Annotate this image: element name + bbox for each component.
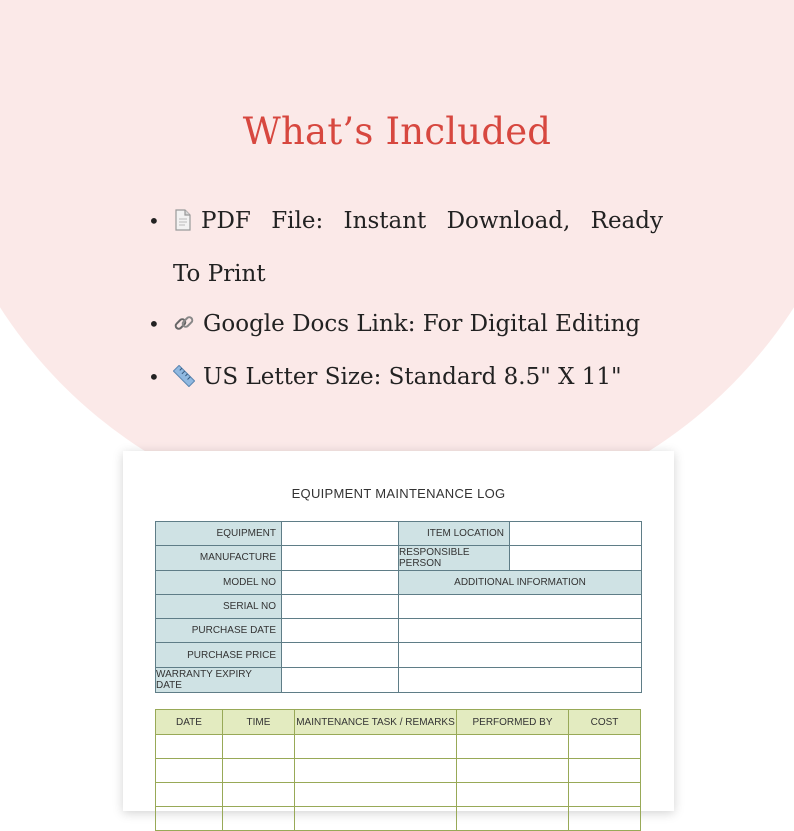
col-time: TIME (223, 710, 295, 735)
label-warranty-expiry-date: WARRANTY EXPIRY DATE (156, 668, 282, 692)
features-list (148, 196, 663, 405)
label-manufacture: MANUFACTURE (156, 546, 282, 570)
feature-text: PDF File: Instant Download, Ready (201, 208, 663, 234)
log-cell (156, 759, 223, 783)
bullet: • (148, 209, 160, 233)
label-item-location: ITEM LOCATION (399, 522, 510, 546)
log-cell (569, 783, 641, 807)
field-purchase-price (282, 643, 399, 667)
field-additional-information-line (399, 619, 641, 643)
feature-text-continued: To Print (173, 261, 266, 287)
log-cell (223, 735, 295, 759)
label-responsible-person: RESPONSIBLE PERSON (399, 546, 510, 570)
feature-text: US Letter Size: Standard 8.5" X 11" (203, 364, 622, 390)
log-cell (569, 759, 641, 783)
col-maintenance-task: MAINTENANCE TASK / REMARKS (295, 710, 457, 735)
field-warranty-expiry-date (282, 668, 399, 692)
ruler-icon (173, 355, 195, 405)
field-model-no (282, 571, 399, 595)
log-cell (569, 735, 641, 759)
log-row (156, 807, 641, 831)
label-serial-no: SERIAL NO (156, 595, 282, 619)
log-cell (457, 807, 569, 831)
form-title: EQUIPMENT MAINTENANCE LOG (291, 486, 506, 501)
page-title: What’s Included (242, 110, 552, 153)
field-additional-information-line (399, 643, 641, 667)
field-item-location (510, 522, 641, 546)
feature-item-google-docs (148, 299, 663, 352)
log-row (156, 759, 641, 783)
field-additional-information-line (399, 595, 641, 619)
field-manufacture (282, 546, 399, 570)
log-cell (223, 807, 295, 831)
label-purchase-date: PURCHASE DATE (156, 619, 282, 643)
log-cell (295, 759, 457, 783)
label-additional-information: ADDITIONAL INFORMATION (399, 571, 641, 595)
field-serial-no (282, 595, 399, 619)
log-cell (295, 807, 457, 831)
equipment-info-grid (155, 521, 642, 693)
feature-item-pdf (148, 196, 663, 299)
log-cell (223, 783, 295, 807)
log-cell (295, 735, 457, 759)
log-cell (156, 783, 223, 807)
log-cell (457, 783, 569, 807)
log-cell (295, 783, 457, 807)
field-equipment (282, 522, 399, 546)
log-cell (569, 807, 641, 831)
col-cost: COST (569, 710, 641, 735)
field-purchase-date (282, 619, 399, 643)
label-purchase-price: PURCHASE PRICE (156, 643, 282, 667)
bullet: • (148, 365, 160, 389)
link-icon (173, 302, 195, 352)
feature-item-letter-size (148, 352, 663, 405)
log-row (156, 735, 641, 759)
col-date: DATE (156, 710, 223, 735)
log-cell (457, 759, 569, 783)
log-cell (223, 759, 295, 783)
document-icon (173, 199, 193, 249)
feature-text: Google Docs Link: For Digital Editing (203, 311, 641, 337)
field-additional-information-line (399, 668, 641, 692)
maintenance-log-table (155, 709, 641, 831)
label-equipment: EQUIPMENT (156, 522, 282, 546)
log-row (156, 783, 641, 807)
field-responsible-person (510, 546, 641, 570)
log-header-row (156, 710, 641, 735)
col-performed-by: PERFORMED BY (457, 710, 569, 735)
log-cell (156, 807, 223, 831)
label-model-no: MODEL NO (156, 571, 282, 595)
document-preview (123, 451, 674, 811)
bullet: • (148, 312, 160, 336)
log-cell (457, 735, 569, 759)
log-cell (156, 735, 223, 759)
